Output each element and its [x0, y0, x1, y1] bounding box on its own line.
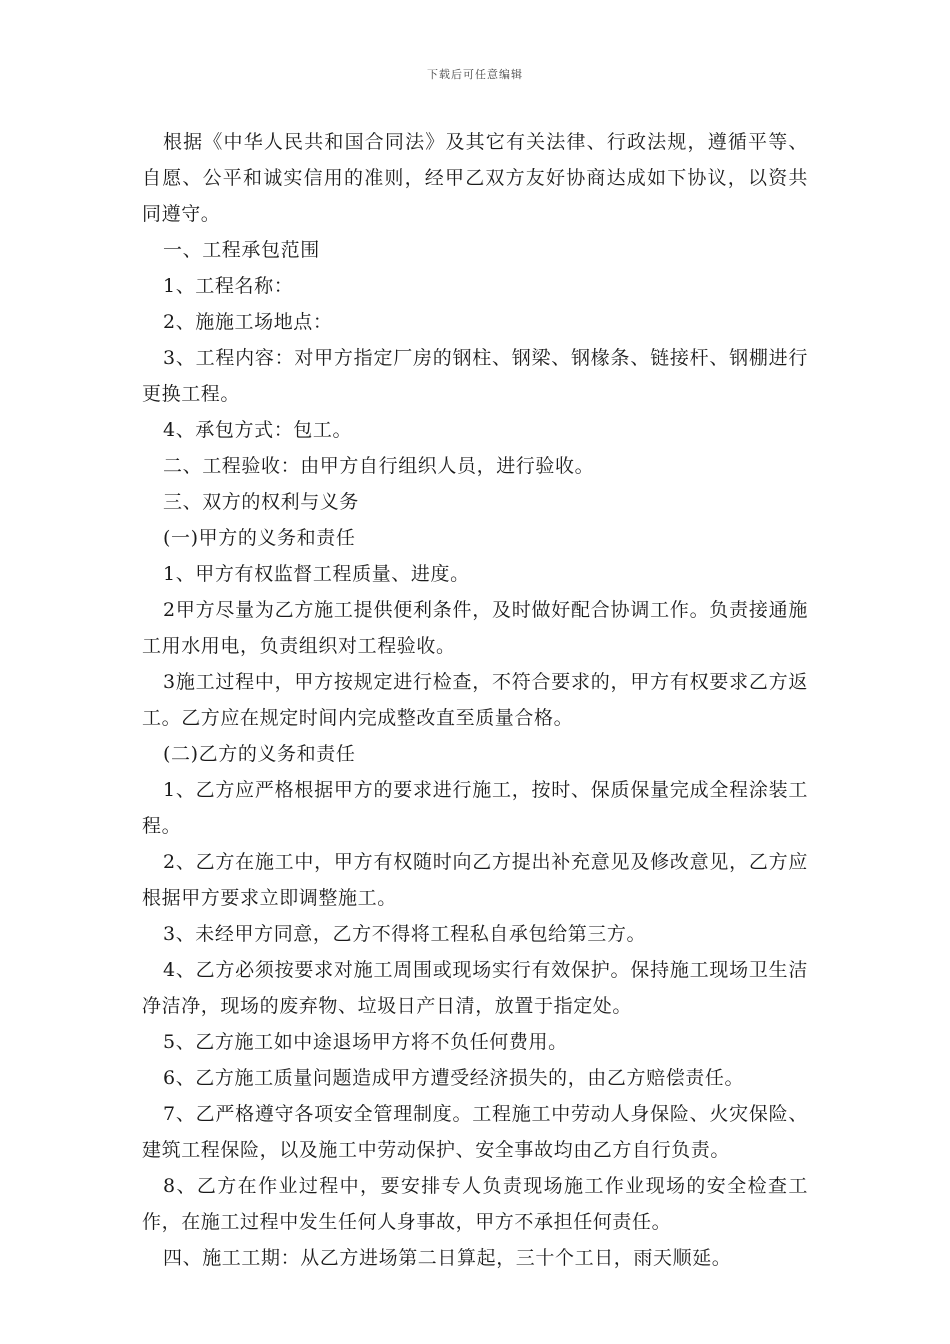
clause-item: 2甲方尽量为乙方施工提供便利条件，及时做好配合协调工作。负责接通施工用水用电，负责组织对工程验收。: [142, 599, 808, 657]
clause-item: 3施工过程中，甲方按规定进行检查，不符合要求的，甲方有权要求乙方返工。乙方应在规定时间内完成整改直至质量合格。: [142, 671, 808, 729]
page-header: 下载后可任意编辑: [427, 68, 523, 81]
intro-paragraph: 根据《中华人民共和国合同法》及其它有关法律、行政法规，遵循平等、自愿、公平和诚实信用的准则，经甲乙双方友好协商达成如下协议，以资共同遵守。: [142, 131, 808, 225]
subsection-heading: (一)甲方的义务和责任: [163, 527, 356, 549]
section-heading: 二、工程验收：由甲方自行组织人员，进行验收。: [163, 455, 595, 477]
clause-item: 7、乙严格遵守各项安全管理制度。工程施工中劳动人身保险、火灾保险、建筑工程保险，以及施工中劳动保护、安全事故均由乙方自行负责。: [142, 1103, 808, 1161]
clause-item: 8、乙方在作业过程中，要安排专人负责现场施工作业现场的安全检查工作，在施工过程中发生任何人身事故，甲方不承担任何责任。: [142, 1175, 808, 1233]
document-body: [142, 124, 808, 1276]
clause-item: 1、甲方有权监督工程质量、进度。: [163, 563, 470, 585]
clause-item: 4、承包方式：包工。: [163, 419, 353, 441]
section-heading: 三、双方的权利与义务: [163, 491, 360, 513]
clause-item: 6、乙方施工质量问题造成甲方遭受经济损失的，由乙方赔偿责任。: [163, 1067, 745, 1089]
clause-item: 3、工程内容：对甲方指定厂房的钢柱、钢梁、钢椽条、链接杆、钢棚进行更换工程。: [142, 347, 808, 405]
clause-item: 4、乙方必须按要求对施工周围或现场实行有效保护。保持施工现场卫生洁净洁净，现场的废弃物、垃圾日产日清，放置于指定处。: [142, 959, 808, 1017]
clause-item: 2、乙方在施工中，甲方有权随时向乙方提出补充意见及修改意见，乙方应根据甲方要求立即调整施工。: [142, 851, 808, 909]
clause-item: 1、乙方应严格根据甲方的要求进行施工，按时、保质保量完成全程涂装工程。: [142, 779, 808, 837]
clause-item: 1、工程名称：: [163, 275, 294, 297]
clause-item: 3、未经甲方同意，乙方不得将工程私自承包给第三方。: [163, 923, 647, 945]
section-heading: 一、工程承包范围: [163, 239, 320, 261]
section-heading: 四、施工工期：从乙方进场第二日算起，三十个工日，雨天顺延。: [163, 1247, 732, 1269]
clause-item: 2、施施工场地点：: [163, 311, 333, 333]
subsection-heading: (二)乙方的义务和责任: [163, 743, 356, 765]
clause-item: 5、乙方施工如中途退场甲方将不负任何费用。: [163, 1031, 568, 1053]
